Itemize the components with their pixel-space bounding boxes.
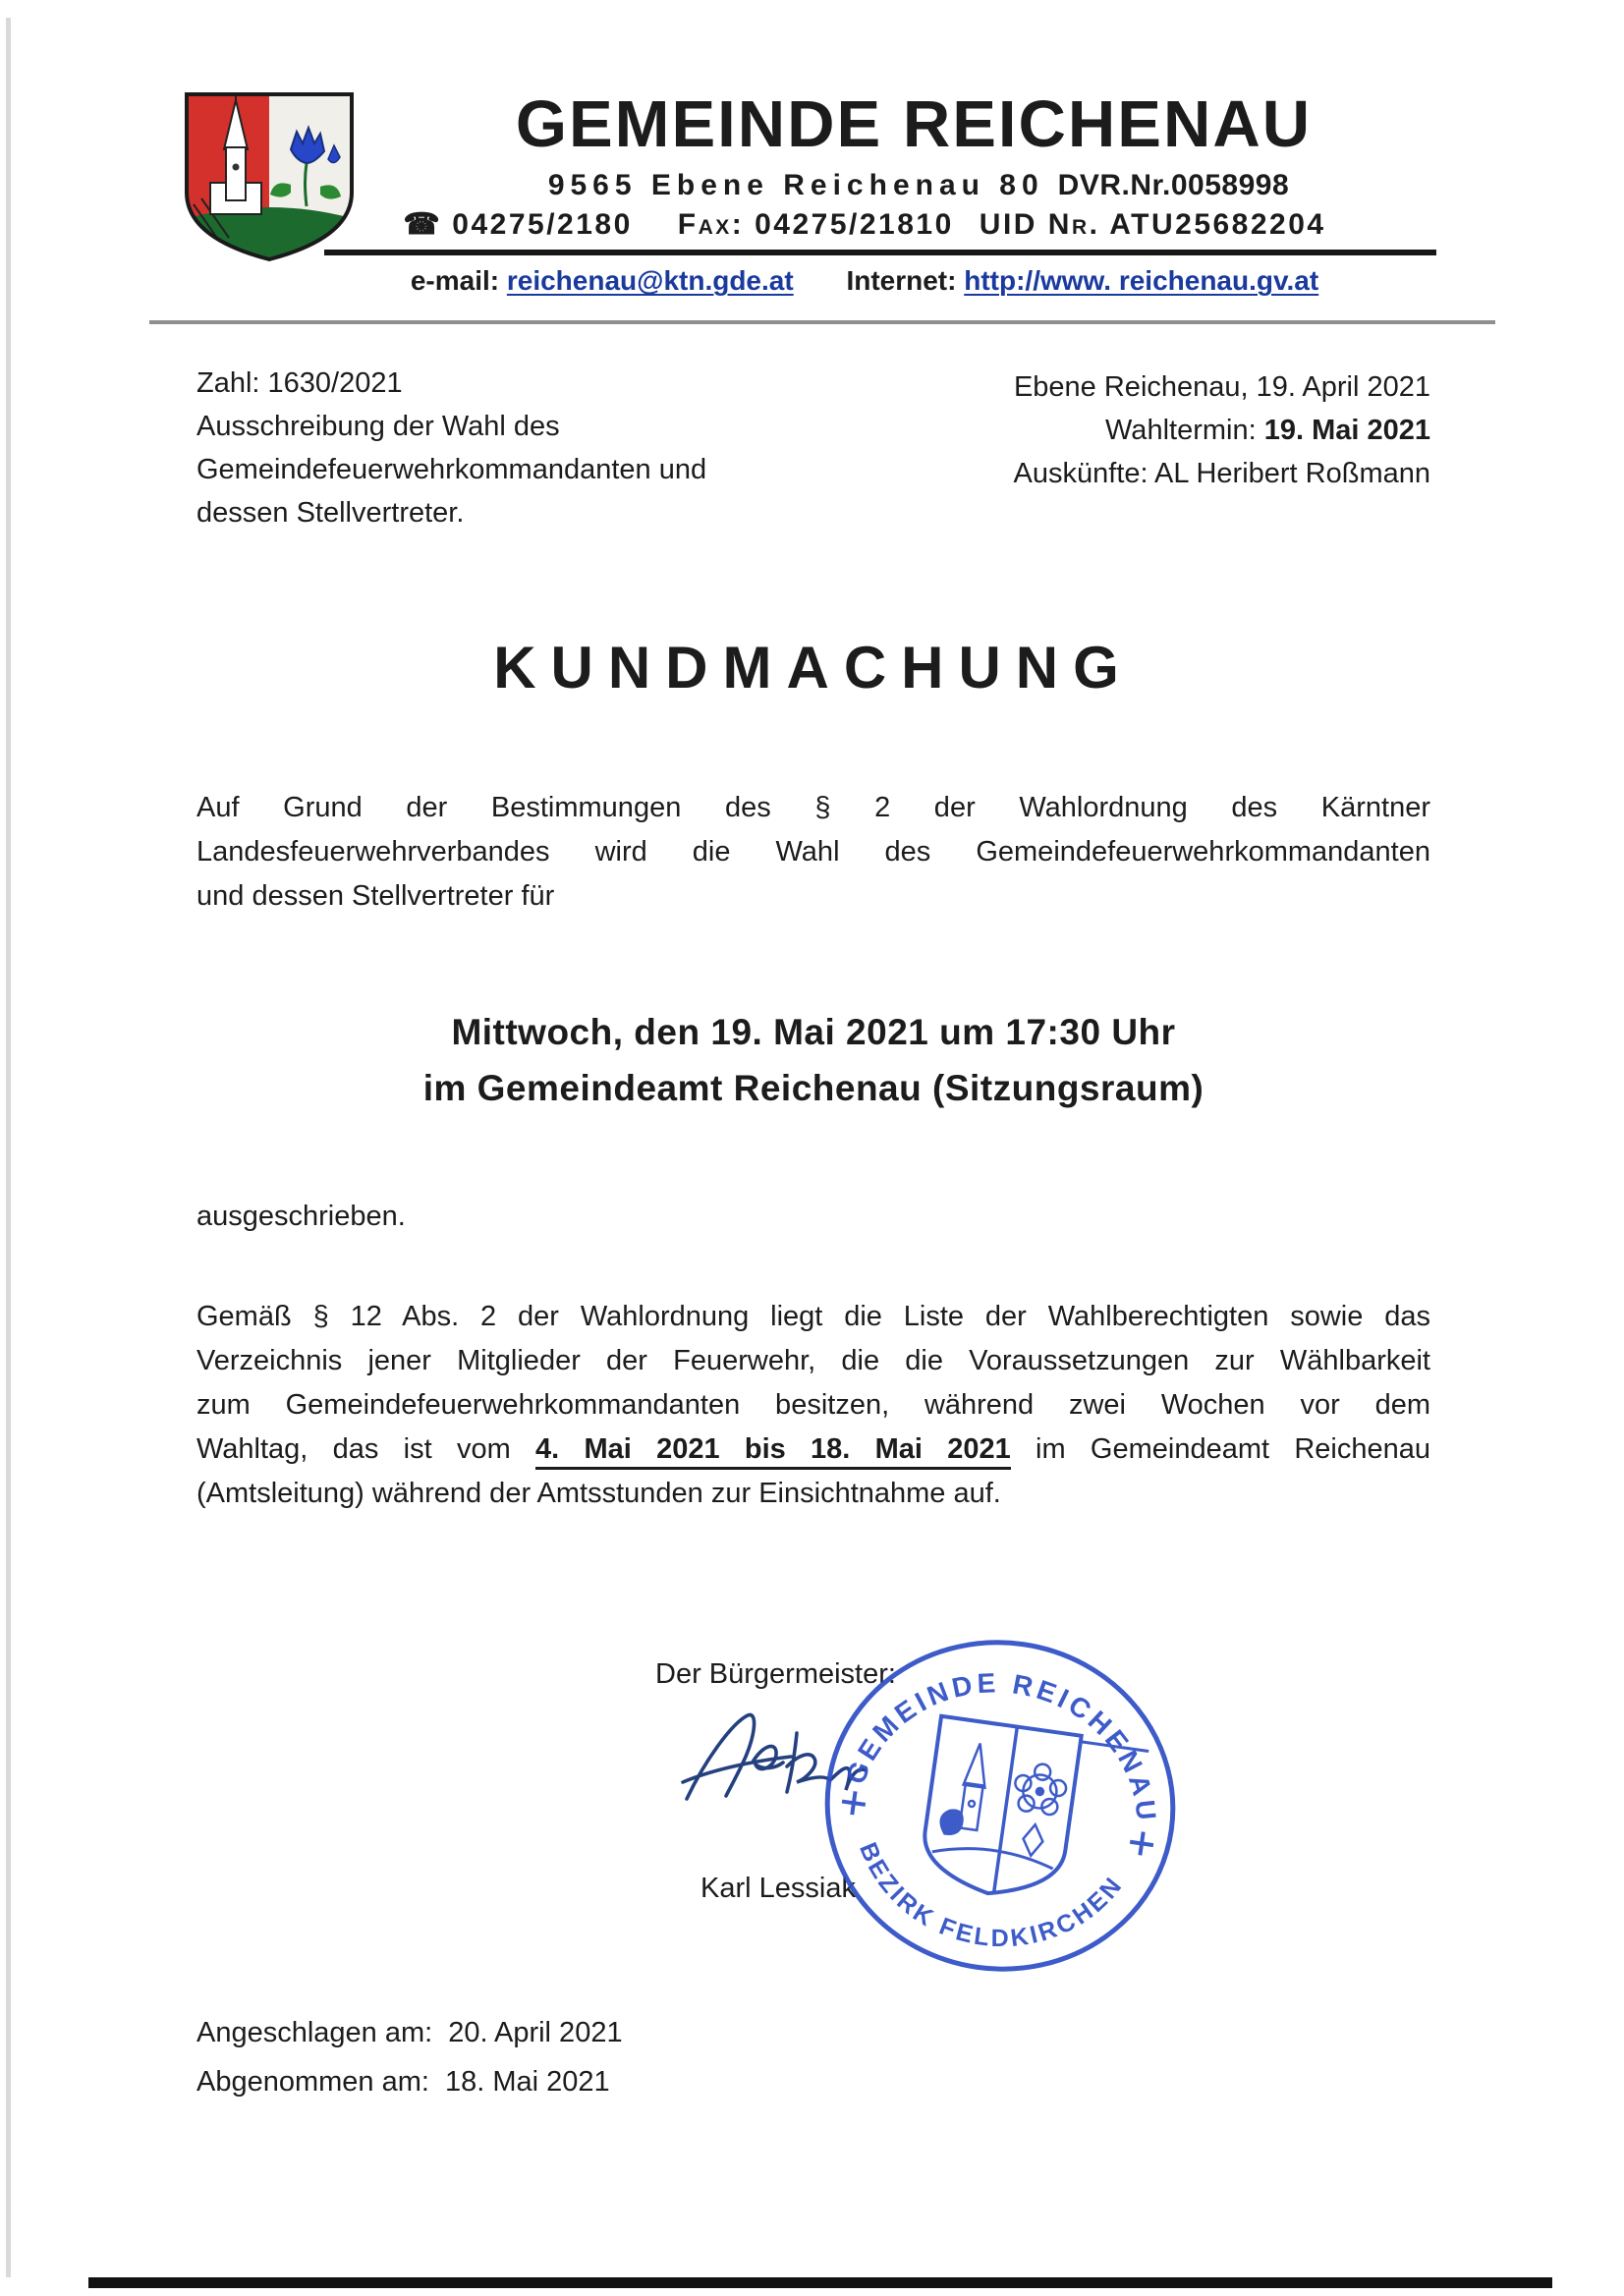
signer-role: Der Bürgermeister: bbox=[655, 1658, 896, 1690]
uid-label: UID Nr. bbox=[979, 208, 1100, 241]
municipality-title: GEMEINDE REICHENAU bbox=[515, 87, 1313, 161]
subject-line: Gemeindefeuerwehrkommandanten und bbox=[196, 454, 707, 485]
removed-label: Abgenommen am: bbox=[196, 2066, 429, 2098]
inspection-period-dates: 4. Mai 2021 bis 18. Mai 2021 bbox=[535, 1433, 1011, 1470]
paragraph-text: im Gemeindeamt Reichenau bbox=[1036, 1433, 1430, 1465]
body-paragraph-2 bbox=[196, 1295, 1430, 1516]
signer-name: Karl Lessiak bbox=[700, 1873, 856, 1904]
body-paragraph-1 bbox=[196, 786, 1430, 919]
scan-edge-artifact-bottom bbox=[88, 2277, 1552, 2288]
scan-edge-artifact-left bbox=[6, 18, 11, 2277]
contact-line bbox=[344, 207, 1385, 242]
reference-block bbox=[196, 362, 865, 534]
paragraph-line bbox=[196, 1428, 1430, 1472]
street-address: 9565 Ebene Reichenau 80 bbox=[547, 169, 1044, 201]
official-round-stamp bbox=[813, 1631, 1187, 1981]
election-date-line bbox=[884, 409, 1430, 452]
fax-label: Fax: bbox=[677, 208, 745, 241]
posted-label: Angeschlagen am: bbox=[196, 2017, 433, 2048]
stamp-top-text: GEMEINDE REICHENAU bbox=[839, 1667, 1162, 1825]
uid-number: ATU25682204 bbox=[1109, 208, 1326, 241]
paragraph-text: Wahltag, das ist vom bbox=[196, 1433, 511, 1465]
coat-of-arms-icon bbox=[180, 88, 359, 265]
dvr-number: DVR.Nr.0058998 bbox=[1057, 169, 1290, 201]
paragraph-line: Landesfeuerwehrverbandes wird die Wahl des Gemeindefeuerwehrkommandanten bbox=[196, 836, 1430, 868]
svg-text:GEMEINDE REICHENAU bbox=[839, 1647, 1181, 1829]
address-line bbox=[398, 169, 1439, 202]
wahltermin-date: 19. Mai 2021 bbox=[1263, 415, 1430, 446]
email-link[interactable]: reichenau@ktn.gde.at bbox=[506, 265, 794, 296]
subject-line: dessen Stellvertreter. bbox=[196, 497, 465, 529]
subject-line: Ausschreibung der Wahl des bbox=[196, 411, 560, 442]
place-and-date: Ebene Reichenau, 19. April 2021 bbox=[1013, 371, 1430, 403]
file-number: Zahl: 1630/2021 bbox=[196, 367, 403, 399]
internet-label: Internet: bbox=[846, 265, 957, 296]
page-title: KUNDMACHUNG bbox=[493, 635, 1134, 700]
phone-number: 04275/2180 bbox=[452, 208, 633, 241]
wahltermin-label: Wahltermin: bbox=[1105, 415, 1257, 446]
internet-link[interactable]: http://www. reichenau.gv.at bbox=[964, 265, 1319, 296]
online-contact-line bbox=[324, 265, 1405, 297]
paragraph-line: zum Gemeindefeuerwehrkommandanten besitzen, während zwei Wochen vor dem bbox=[196, 1389, 1430, 1421]
removed-date: 18. Mai 2021 bbox=[444, 2066, 610, 2098]
header-divider-gray bbox=[149, 320, 1495, 324]
paragraph-line: (Amtsleitung) während der Amtsstunden zur Einsichtnahme auf. bbox=[196, 1478, 1001, 1509]
telephone-icon: ☎ bbox=[403, 208, 443, 241]
header-divider-thick bbox=[324, 250, 1436, 255]
date-block bbox=[884, 365, 1430, 495]
stamp-bottom-text: BEZIRK FELDKIRCHEN bbox=[854, 1838, 1129, 1953]
removed-line bbox=[196, 2057, 623, 2106]
paragraph-line: Verzeichnis jener Mitglieder der Feuerwehr, die die Voraussetzungen zur Wählbarkeit bbox=[196, 1345, 1430, 1376]
paragraph-line: Auf Grund der Bestimmungen des § 2 der Wahlordnung des Kärntner bbox=[196, 792, 1430, 823]
paragraph-line: und dessen Stellvertreter für bbox=[196, 880, 555, 912]
fax-number: 04275/21810 bbox=[755, 208, 954, 241]
email-label: e-mail: bbox=[410, 265, 500, 296]
event-announcement bbox=[196, 1004, 1430, 1116]
event-date-time: Mittwoch, den 19. Mai 2021 um 17:30 Uhr bbox=[451, 1012, 1176, 1052]
information-contact: Auskünfte: AL Heribert Roßmann bbox=[1013, 458, 1430, 489]
paragraph-line: Gemäß § 12 Abs. 2 der Wahlordnung liegt die Liste der Wahlberechtigten sowie das bbox=[196, 1301, 1430, 1332]
posted-date: 20. April 2021 bbox=[448, 2017, 623, 2048]
event-location: im Gemeindeamt Reichenau (Sitzungsraum) bbox=[422, 1068, 1204, 1108]
ausgeschrieben-line: ausgeschrieben. bbox=[196, 1201, 406, 1232]
posting-dates-block bbox=[196, 2008, 623, 2106]
posted-line bbox=[196, 2008, 623, 2057]
